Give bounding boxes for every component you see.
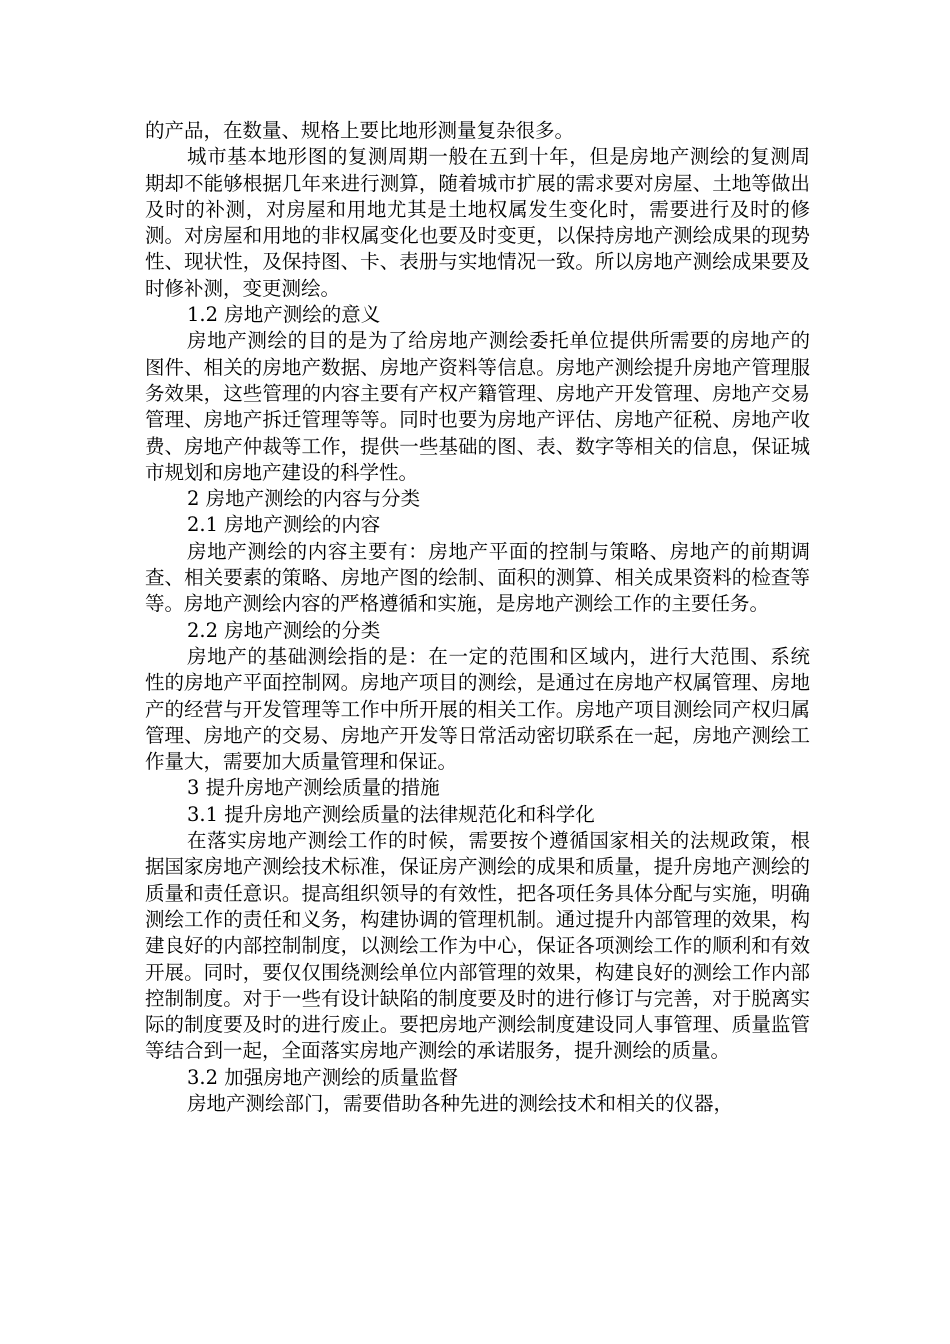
heading-2-2: 2.2 房地产测绘的分类 [187,618,381,642]
heading-3-2: 3.2 加强房地产测绘的质量监督 [187,1065,459,1089]
paragraph-resurvey-cycle: 城市基本地形图的复测周期一般在五到十年，但是房地产测绘的复测周期却不能够根据几年来进行测算，随着城市扩展的需求要对房屋、土地等做出及时的补测，对房屋和用地尤其是土地权属发生变化时，需要进行及时的修测。对房屋和用地的非权属变化也要及时变更，以保持房地产测绘成果的现势性、现状性，及保持图、卡、表册与实地情况一致。所以房地产测绘成果要及时修补测，变更测绘。 [145,145,810,300]
paragraph-classification: 房地产的基础测绘指的是：在一定的范围和区域内，进行大范围、系统性的房地产平面控制网。房地产项目的测绘，是通过在房地产权属管理、房地产的经营与开发管理等工作中所开展的相关工作。房地产项目测绘同产权归属管理、房地产的交易、房地产开发等日常活动密切联系在一起，房地产测绘工作量大，需要加大质量管理和保证。 [145,644,810,774]
heading-2: 2 房地产测绘的内容与分类 [187,487,421,511]
paragraph-quality-supervision: 房地产测绘部门，需要借助各种先进的测绘技术和相关的仪器， [187,1091,734,1115]
paragraph-content: 房地产测绘的内容主要有：房地产平面的控制与策略、房地产的前期调查、相关要素的策略、房地产图的绘制、面积的测算、相关成果资料的检查等等。房地产测绘内容的严格遵循和实施，是房地产测绘工作的主要任务。 [145,539,810,616]
heading-1-2: 1.2 房地产测绘的意义 [187,303,381,327]
heading-3: 3 提升房地产测绘质量的措施 [187,776,440,800]
paragraph-continuation: 的产品，在数量、规格上要比地形测量复杂很多。 [145,119,575,142]
paragraph-significance: 房地产测绘的目的是为了给房地产测绘委托单位提供所需要的房地产的图件、相关的房地产数据、房地产资料等信息。房地产测绘提升房地产管理服务效果，这些管理的内容主要有产权产籍管理、房地产开发管理、房地产交易管理、房地产拆迁管理等等。同时也要为房地产评估、房地产征税、房地产收费、房地产仲裁等工作，提供一些基础的图、表、数字等相关的信息，保证城市规划和房地产建设的科学性。 [145,329,810,484]
heading-3-1: 3.1 提升房地产测绘质量的法律规范化和科学化 [187,802,595,826]
heading-2-1: 2.1 房地产测绘的内容 [187,513,381,537]
document-page [145,118,810,1117]
paragraph-legal-standardization: 在落实房地产测绘工作的时候，需要按个遵循国家相关的法规政策，根据国家房地产测绘技术标准，保证房产测绘的成果和质量，提升房地产测绘的质量和责任意识。提高组织领导的有效性，把各项任务具体分配与实施，明确测绘工作的责任和义务，构建协调的管理机制。通过提升内部管理的效果，构建良好的内部控制制度，以测绘工作为中心，保证各项测绘工作的顺利和有效开展。同时，要仅仅围绕测绘单位内部管理的效果，构建良好的测绘工作内部控制制度。对于一些有设计缺陷的制度要及时的进行修订与完善，对于脱离实际的制度要及时的进行废止。要把房地产测绘制度建设同人事管理、质量监管等结合到一起，全面落实房地产测绘的承诺服务，提升测绘的质量。 [145,829,810,1063]
